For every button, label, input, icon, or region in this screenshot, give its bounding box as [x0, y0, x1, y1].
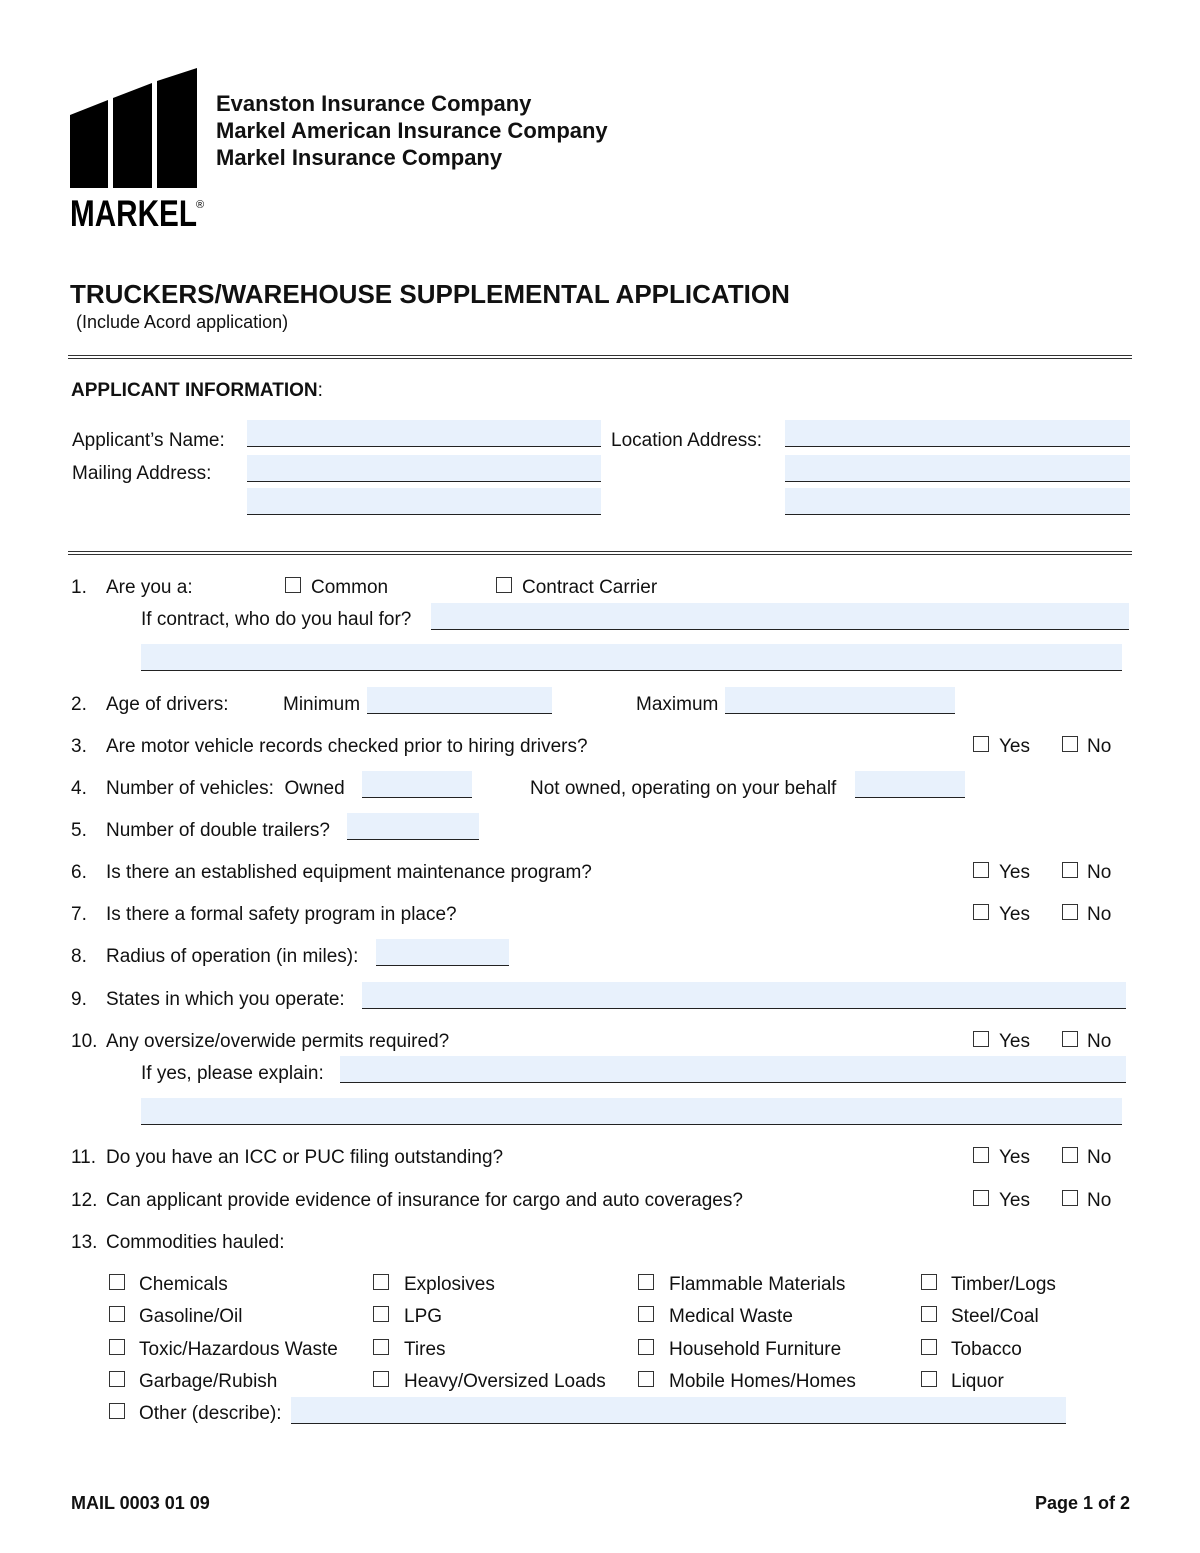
q2-number: 2. [71, 694, 87, 715]
company-line-2: Markel American Insurance Company [216, 118, 608, 143]
commodity-checkbox[interactable] [921, 1339, 937, 1355]
permits-explain-field-2[interactable] [141, 1098, 1122, 1125]
not-owned-label: Not owned, operating on your behalf [530, 778, 837, 799]
location-address-field-3[interactable] [785, 488, 1130, 515]
location-address-field-1[interactable] [785, 420, 1130, 447]
commodity-label: Household Furniture [669, 1339, 842, 1360]
divider [68, 355, 1132, 359]
location-address-label: Location Address: [611, 430, 763, 451]
q11-yes-label: Yes [999, 1147, 1030, 1168]
q4-number: 4. [71, 778, 87, 799]
commodity-checkbox[interactable] [638, 1339, 654, 1355]
q3-yes-label: Yes [999, 736, 1030, 757]
commodity-checkbox[interactable] [109, 1274, 125, 1290]
applicant-name-label: Applicant’s Name: [72, 430, 225, 451]
q7-yes-checkbox[interactable] [973, 904, 989, 920]
mailing-address-field-2[interactable] [247, 488, 601, 515]
commodity-label: Medical Waste [669, 1306, 793, 1327]
q10-number: 10. [71, 1031, 98, 1052]
commodity-checkbox[interactable] [921, 1306, 937, 1322]
q1-number: 1. [71, 577, 87, 598]
page-title: TRUCKERS/WAREHOUSE SUPPLEMENTAL APPLICATION [70, 279, 790, 309]
other-commodity-checkbox[interactable] [109, 1403, 125, 1419]
commodity-label: Liquor [951, 1371, 1004, 1392]
q9-number: 9. [71, 989, 87, 1010]
min-age-field[interactable] [367, 687, 552, 714]
other-commodity-field[interactable] [291, 1397, 1066, 1424]
q12-number: 12. [71, 1190, 98, 1211]
q8-number: 8. [71, 946, 87, 967]
min-age-label: Minimum [283, 694, 361, 715]
contract-carrier-checkbox[interactable] [496, 577, 512, 593]
commodity-checkbox[interactable] [109, 1339, 125, 1355]
q7-number: 7. [71, 904, 87, 925]
commodity-checkbox[interactable] [373, 1306, 389, 1322]
q11-yes-checkbox[interactable] [973, 1147, 989, 1163]
commodity-checkbox[interactable] [638, 1306, 654, 1322]
commodity-label: Gasoline/Oil [139, 1306, 243, 1327]
common-checkbox[interactable] [285, 577, 301, 593]
states-field[interactable] [362, 982, 1126, 1009]
q6-text: Is there an established equipment maintenance program? [106, 862, 592, 883]
q6-yes-label: Yes [999, 862, 1030, 883]
q7-yes-label: Yes [999, 904, 1030, 925]
common-label: Common [311, 577, 389, 598]
q1-followup-label: If contract, who do you haul for? [141, 609, 412, 630]
haul-for-field-2[interactable] [141, 644, 1122, 671]
q10-yes-label: Yes [999, 1031, 1030, 1052]
not-owned-vehicles-field[interactable] [855, 771, 965, 798]
commodity-checkbox[interactable] [109, 1371, 125, 1387]
page-number: Page 1 of 2 [1034, 1493, 1130, 1513]
q6-yes-checkbox[interactable] [973, 862, 989, 878]
q11-number: 11. [71, 1147, 97, 1168]
commodity-checkbox[interactable] [109, 1306, 125, 1322]
max-age-field[interactable] [725, 687, 955, 714]
q11-no-label: No [1087, 1147, 1112, 1168]
q10-text: Any oversize/overwide permits required? [106, 1031, 450, 1052]
q7-text: Is there a formal safety program in place? [106, 904, 457, 925]
q10-followup-label: If yes, please explain: [141, 1063, 324, 1084]
commodity-label: Heavy/Oversized Loads [404, 1371, 606, 1392]
owned-vehicles-field[interactable] [362, 771, 472, 798]
commodity-label: Chemicals [139, 1274, 228, 1295]
q4-text: Number of vehicles: Owned [106, 778, 345, 799]
q1-text: Are you a: [106, 577, 193, 598]
commodity-label: Explosives [404, 1274, 495, 1295]
q3-text: Are motor vehicle records checked prior to hiring drivers? [106, 736, 588, 757]
q10-no-checkbox[interactable] [1062, 1031, 1078, 1047]
q3-no-checkbox[interactable] [1062, 736, 1078, 752]
radius-field[interactable] [376, 939, 509, 966]
q3-number: 3. [71, 736, 87, 757]
commodity-checkbox[interactable] [638, 1274, 654, 1290]
commodity-label: Steel/Coal [951, 1306, 1039, 1327]
other-commodity-label: Other (describe): [139, 1403, 282, 1424]
commodity-checkbox[interactable] [373, 1339, 389, 1355]
applicant-heading: APPLICANT INFORMATION: [71, 380, 323, 401]
q6-number: 6. [71, 862, 87, 883]
mailing-address-label: Mailing Address: [72, 463, 212, 484]
page-subtitle: (Include Acord application) [76, 312, 289, 332]
q3-no-label: No [1087, 736, 1112, 757]
q12-yes-label: Yes [999, 1190, 1030, 1211]
commodity-checkbox[interactable] [638, 1371, 654, 1387]
q12-no-checkbox[interactable] [1062, 1190, 1078, 1206]
q10-yes-checkbox[interactable] [973, 1031, 989, 1047]
q13-text: Commodities hauled: [106, 1232, 285, 1253]
applicant-name-field[interactable] [247, 420, 601, 447]
q5-text: Number of double trailers? [106, 820, 330, 841]
q10-no-label: No [1087, 1031, 1112, 1052]
q12-yes-checkbox[interactable] [973, 1190, 989, 1206]
commodity-checkbox[interactable] [921, 1274, 937, 1290]
commodity-checkbox[interactable] [921, 1371, 937, 1387]
q13-number: 13. [71, 1232, 98, 1253]
commodity-label: Toxic/Hazardous Waste [139, 1339, 338, 1360]
form-number: MAIL 0003 01 09 [71, 1493, 210, 1513]
q12-text: Can applicant provide evidence of insurance for cargo and auto coverages? [106, 1190, 743, 1211]
q7-no-checkbox[interactable] [1062, 904, 1078, 920]
max-age-label: Maximum [636, 694, 719, 715]
haul-for-field[interactable] [431, 603, 1129, 630]
commodity-label: Flammable Materials [669, 1274, 846, 1295]
commodity-checkbox[interactable] [373, 1274, 389, 1290]
commodity-checkbox[interactable] [373, 1371, 389, 1387]
logo-wordmark: MARKEL [70, 193, 197, 233]
q2-text: Age of drivers: [106, 694, 229, 715]
q8-text: Radius of operation (in miles): [106, 946, 359, 967]
mailing-address-field-1[interactable] [247, 455, 601, 482]
commodity-label: Tires [404, 1339, 446, 1360]
q11-text: Do you have an ICC or PUC filing outstanding? [106, 1147, 504, 1168]
registered-mark: ® [196, 199, 205, 211]
commodity-label: Mobile Homes/Homes [669, 1371, 856, 1392]
q12-no-label: No [1087, 1190, 1112, 1211]
q6-no-checkbox[interactable] [1062, 862, 1078, 878]
q5-number: 5. [71, 820, 87, 841]
commodity-label: Garbage/Rubish [139, 1371, 278, 1392]
location-address-field-2[interactable] [785, 455, 1130, 482]
q6-no-label: No [1087, 862, 1112, 883]
commodity-label: LPG [404, 1306, 443, 1327]
q9-text: States in which you operate: [106, 989, 345, 1010]
q11-no-checkbox[interactable] [1062, 1147, 1078, 1163]
contract-carrier-label: Contract Carrier [522, 577, 658, 598]
markel-logo [70, 68, 210, 233]
q7-no-label: No [1087, 904, 1112, 925]
permits-explain-field[interactable] [340, 1056, 1126, 1083]
company-line-1: Evanston Insurance Company [216, 91, 532, 116]
divider [68, 551, 1132, 555]
q3-yes-checkbox[interactable] [973, 736, 989, 752]
commodity-label: Tobacco [951, 1339, 1022, 1360]
company-line-3: Markel Insurance Company [216, 145, 503, 170]
commodity-label: Timber/Logs [951, 1274, 1056, 1295]
double-trailers-field[interactable] [347, 813, 479, 840]
